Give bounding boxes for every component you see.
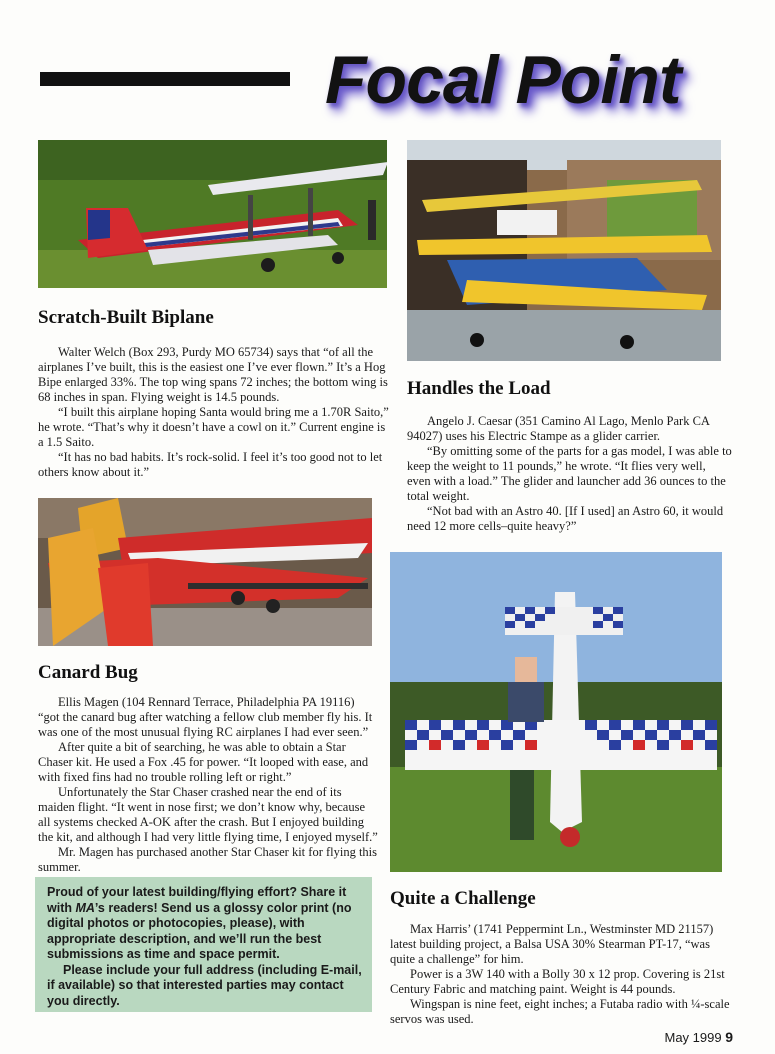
article-paragraph: “By omitting some of the parts for a gas model, I was able to keep the weight to 11 pounds,” he wrote. “It flies very well, even with a load.” The glider and launcher add 36 ounces to the total weight. — [407, 444, 732, 503]
article-paragraph: Angelo J. Caesar (351 Camino Al Lago, Menlo Park CA 94027) uses his Electric Stampe as a glider carrier. — [407, 414, 710, 443]
article-load-title: Handles the Load — [407, 378, 551, 399]
article-paragraph: Mr. Magen has purchased another Star Chaser kit for flying this summer. — [38, 845, 378, 874]
article-biplane-title: Scratch-Built Biplane — [38, 307, 214, 328]
article-challenge-title: Quite a Challenge — [390, 888, 536, 909]
callout-paragraph — [47, 885, 364, 963]
callout-text: Proud of your latest building/flying effort? Share it with — [47, 885, 347, 915]
page-number: 9 — [725, 1029, 733, 1045]
article-paragraph: Power is a 3W 140 with a Bolly 30 x 12 prop. Covering is 21st Century Fabric and matching paint. Weight is 44 pounds. — [390, 967, 725, 996]
article-paragraph: Walter Welch (Box 293, Purdy MO 65734) says that “of all the airplanes I’ve built, this is the easiest one I’ve ever flown.” It’s a Hog Bipe enlarged 33%. The top wing spans 72 inches; the bottom wing is 68 inches in span. Flying weight is 14.5 pounds. — [38, 345, 388, 404]
magazine-abbrev: MA — [75, 900, 95, 915]
page-title: Focal Point — [325, 42, 681, 118]
callout-text: ’s readers! Send us a glossy color print (no digital photos or photocopies, please), with appropriate description, and we’ll run the best submissions as time and space permit. — [47, 900, 352, 961]
callout-paragraph: Please include your full address (including E-mail, if available) so that interested parties may contact you directly. — [47, 962, 362, 1008]
article-load-body — [407, 414, 732, 534]
article-paragraph: Unfortunately the Star Chaser crashed near the end of its maiden flight. “It went in nose first; we don’t know why, because all systems checked A-OK after the crash. But I enjoyed building the kit, and although I had very little flying time, I enjoyed myself.” — [38, 785, 378, 844]
photo-stearman — [390, 552, 722, 872]
photo-biplane — [38, 140, 387, 288]
article-challenge-body — [390, 922, 730, 1027]
article-paragraph: Max Harris’ (1741 Peppermint Ln., Westminster MD 21157) latest building project, a Balsa USA 30% Stearman PT-17, “was quite a challenge” for him. — [390, 922, 714, 966]
article-paragraph: After quite a bit of searching, he was able to obtain a Star Chaser kit. He used a Fox .45 for power. “It looped with ease, and with fixed fins had no trouble rolling left or right.” — [38, 740, 369, 784]
submission-callout — [35, 877, 372, 1012]
article-paragraph: “I built this airplane hoping Santa would bring me a 1.70R Saito,” he wrote. “That’s why it doesn’t have a cowl on it.” Current engine is a 1.5 Saito. — [38, 405, 389, 449]
photo-canard — [38, 498, 372, 646]
article-paragraph: “It has no bad habits. It’s rock-solid. I feel it’s too good not to let others know about it.” — [38, 450, 383, 479]
article-canard-body — [38, 695, 378, 875]
photo-glider-carrier — [407, 140, 721, 361]
issue-date: May 1999 — [664, 1030, 722, 1045]
article-paragraph: Ellis Magen (104 Rennard Terrace, Philadelphia PA 19116) “got the canard bug after watching a fellow club member fly his. It was one of the most unusual flying RC airplanes I had ever seen.” — [38, 695, 373, 739]
header-rule — [40, 72, 290, 86]
article-canard-title: Canard Bug — [38, 662, 138, 683]
page-footer — [664, 1029, 733, 1045]
article-biplane-body — [38, 345, 390, 480]
article-paragraph: Wingspan is nine feet, eight inches; a Futaba radio with ¼-scale servos was used. — [390, 997, 730, 1026]
article-paragraph: “Not bad with an Astro 40. [If I used] an Astro 60, it would need 12 more cells–quite heavy?” — [407, 504, 724, 533]
